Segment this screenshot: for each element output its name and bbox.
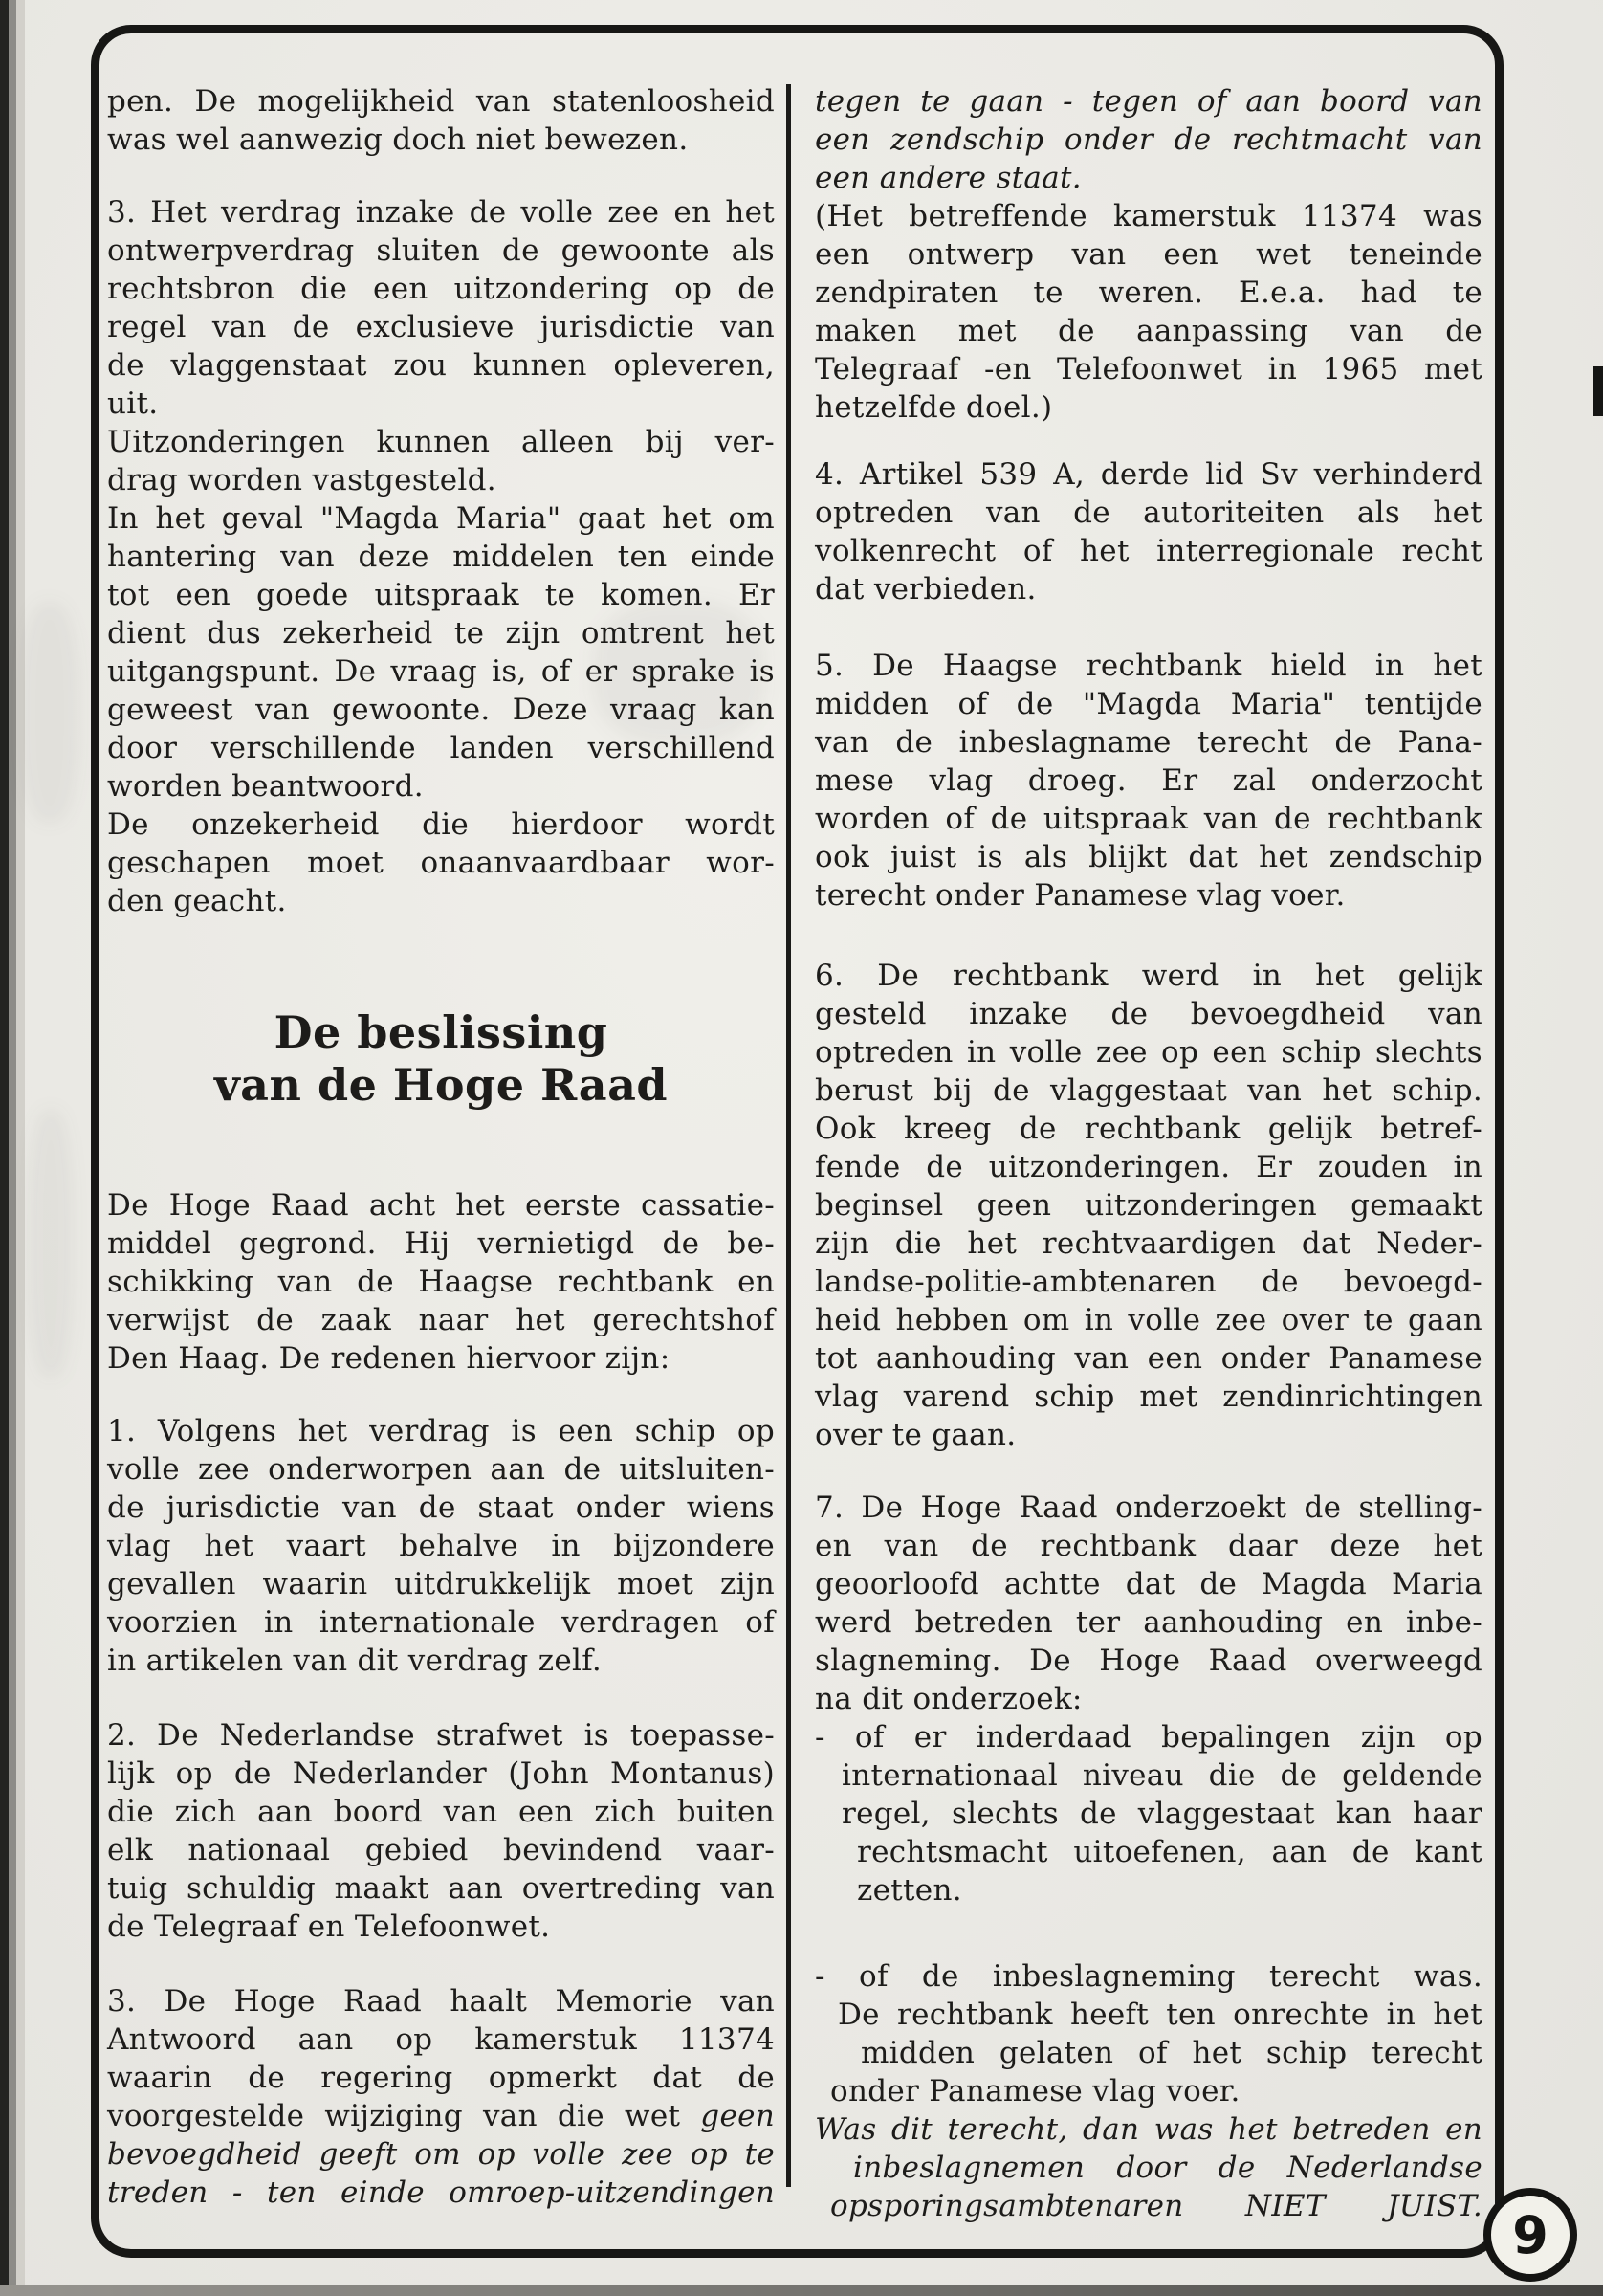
text-line <box>107 308 775 346</box>
text-segment: bevoegdheid geeft om op volle zee op te <box>107 2137 775 2172</box>
text-line <box>815 1603 1482 1642</box>
text-line <box>815 2149 1482 2187</box>
text-line <box>815 388 1482 427</box>
text-line <box>815 762 1482 800</box>
text-segment: schikking van de Haagse rechtbank en <box>107 1265 775 1299</box>
text-segment: volkenrecht of het interregionale recht <box>815 534 1482 568</box>
text-segment: De onzekerheid die hierdoor wordt <box>107 807 775 842</box>
text-line <box>815 274 1482 312</box>
text-line <box>107 1450 775 1489</box>
text-line <box>107 729 775 767</box>
text-segment: internationaal niveau die de geldende <box>842 1758 1482 1793</box>
text-segment: in artikelen van dit verdrag zelf. <box>107 1644 603 1678</box>
text-segment: 2. De Nederlandse strafwet is toepasse- <box>107 1718 775 1753</box>
text-segment: optreden van de autoriteiten als het <box>815 496 1482 530</box>
text-line <box>107 806 775 844</box>
paragraph <box>815 957 1482 1454</box>
text-segment: 6. De rechtbank werd in het gelijk <box>815 959 1482 993</box>
text-line <box>815 1795 1482 1833</box>
text-segment: den geacht. <box>107 884 287 918</box>
text-segment: zijn die het rechtvaardigen dat Neder- <box>815 1226 1482 1261</box>
text-line <box>107 232 775 270</box>
text-line <box>107 1412 775 1450</box>
text-line <box>815 1527 1482 1565</box>
text-segment: gevallen waarin uitdrukkelijk moet zijn <box>107 1567 775 1601</box>
text-line <box>815 2072 1482 2110</box>
column-divider-rule <box>786 84 791 2187</box>
text-line <box>815 1339 1482 1378</box>
text-segment: was wel aanwezig doch niet bewezen. <box>107 122 689 157</box>
text-line <box>107 121 775 159</box>
paragraph <box>815 82 1482 427</box>
text-segment: geen <box>700 2099 775 2133</box>
text-line <box>815 838 1482 876</box>
text-segment: midden of de "Magda Maria" tentijde <box>815 687 1482 721</box>
text-line <box>107 882 775 920</box>
text-segment: pen. De mogelijkheid van statenloosheid <box>107 84 775 119</box>
text-segment: 7. De Hoge Raad onderzoekt de stelling- <box>815 1490 1482 1525</box>
text-segment: tegen te gaan - tegen of aan boord van <box>815 84 1482 119</box>
text-segment: (Het betreffende kamerstuk 11374 was <box>815 199 1482 233</box>
text-line <box>815 159 1482 197</box>
text-line <box>107 499 775 538</box>
text-segment: zetten. <box>857 1873 962 1908</box>
text-line <box>107 1186 775 1225</box>
text-line <box>107 1006 775 1059</box>
text-line <box>107 385 775 423</box>
text-segment: In het geval "Magda Maria" gaat het om <box>107 501 775 536</box>
text-segment: fende de uitzonderingen. Er zouden in <box>815 1150 1482 1184</box>
text-segment: onder Panamese vlag voer. <box>830 2074 1241 2108</box>
text-line <box>107 1527 775 1565</box>
text-line <box>107 2174 775 2212</box>
page-showthrough-smudge <box>21 603 78 823</box>
text-segment: mese vlag droeg. Er zal onderzocht <box>815 763 1482 798</box>
text-line <box>815 647 1482 685</box>
text-line <box>107 1982 775 2020</box>
text-segment: Telegraaf -en Telefoonwet in 1965 met <box>815 352 1482 386</box>
text-line <box>107 1603 775 1642</box>
text-segment: werd betreden ter aanhouding en inbe- <box>815 1605 1482 1640</box>
paragraph <box>107 82 775 159</box>
text-line <box>107 1831 775 1869</box>
text-line <box>815 1642 1482 1680</box>
text-line <box>107 844 775 882</box>
text-line <box>815 1263 1482 1301</box>
text-line <box>815 312 1482 350</box>
text-line <box>107 1339 775 1378</box>
text-segment: hetzelfde doel.) <box>815 390 1053 425</box>
text-segment: - of de inbeslagneming terecht was. <box>815 1959 1482 1994</box>
text-segment: de Telegraaf en Telefoonwet. <box>107 1910 551 1944</box>
text-segment: geoorloofd achtte dat de Magda Maria <box>815 1567 1482 1601</box>
text-line <box>107 691 775 729</box>
text-line <box>815 1110 1482 1148</box>
text-line <box>107 1908 775 1946</box>
text-segment: berust bij de vlaggestaat van het schip. <box>815 1073 1482 1108</box>
text-line <box>815 2110 1482 2149</box>
scan-edge-shadow <box>16 0 25 2296</box>
text-line <box>107 614 775 652</box>
text-line <box>107 270 775 308</box>
scan-edge-mark <box>1593 366 1603 416</box>
section-heading <box>107 1006 775 1112</box>
text-line <box>107 1716 775 1755</box>
text-line <box>815 723 1482 762</box>
text-segment: zendpiraten te weren. E.e.a. had te <box>815 276 1482 310</box>
text-line <box>815 82 1482 121</box>
text-line <box>815 876 1482 915</box>
text-segment: treden - ten einde omroep-uitzendingen <box>107 2175 775 2210</box>
text-segment: dient dus zekerheid te zijn omtrent het <box>107 616 775 651</box>
paragraph <box>815 647 1482 915</box>
text-segment: Den Haag. De redenen hiervoor zijn: <box>107 1341 670 1376</box>
text-line <box>815 1957 1482 1996</box>
text-line <box>107 193 775 232</box>
text-line <box>107 1225 775 1263</box>
text-line <box>107 652 775 691</box>
text-segment: over te gaan. <box>815 1418 1017 1452</box>
text-line <box>815 1033 1482 1071</box>
text-segment: worden of de uitspraak van de rechtbank <box>815 802 1482 836</box>
text-segment: 1. Volgens het verdrag is een schip op <box>107 1414 775 1448</box>
text-line <box>815 1833 1482 1871</box>
text-segment: worden beantwoord. <box>107 769 424 804</box>
text-segment: door verschillende landen verschillend <box>107 731 775 765</box>
text-line <box>815 995 1482 1033</box>
text-line <box>107 767 775 806</box>
text-line <box>107 576 775 614</box>
text-segment: landse-politie-ambtenaren de bevoegd- <box>815 1265 1482 1299</box>
text-line <box>815 957 1482 995</box>
text-line <box>107 1059 775 1112</box>
text-segment: Ook kreeg de rechtbank gelijk betref- <box>815 1112 1482 1146</box>
text-line <box>815 2187 1482 2225</box>
text-line <box>815 1071 1482 1110</box>
text-segment: die zich aan boord van een zich buiten <box>107 1795 775 1829</box>
text-segment: 4. Artikel 539 A, derde lid Sv verhinderd <box>815 457 1482 492</box>
text-segment: regel, slechts de vlaggestaat kan haar <box>842 1797 1482 1831</box>
text-segment: rechtsmacht uitoefenen, aan de kant <box>857 1835 1482 1869</box>
text-line <box>815 1871 1482 1910</box>
text-segment: volle zee onderworpen aan de uitsluiten- <box>107 1452 775 1487</box>
text-segment: Antwoord aan op kamerstuk 11374 <box>107 2022 775 2057</box>
text-segment: midden gelaten of het schip terecht <box>861 2036 1482 2070</box>
text-line <box>815 1225 1482 1263</box>
text-line <box>815 350 1482 388</box>
text-segment: ontwerpverdrag sluiten de gewoonte als <box>107 233 775 268</box>
text-line <box>815 1148 1482 1186</box>
text-segment: slagneming. De Hoge Raad overweegd <box>815 1644 1482 1678</box>
text-segment: terecht onder Panamese vlag voer. <box>815 878 1346 913</box>
text-segment: na dit onderzoek: <box>815 1682 1083 1716</box>
text-segment: - of er inderdaad bepalingen zijn op <box>815 1720 1482 1755</box>
text-segment: ook juist is als blijkt dat het zendschip <box>815 840 1482 874</box>
right-column <box>815 82 1482 2225</box>
text-line <box>107 461 775 499</box>
text-line <box>107 1301 775 1339</box>
text-segment: 3. De Hoge Raad haalt Memorie van <box>107 1984 775 2019</box>
text-segment: uit. <box>107 386 159 421</box>
page-showthrough-smudge <box>29 1110 73 1378</box>
text-segment: vlag het vaart behalve in bijzondere <box>107 1529 775 1563</box>
text-segment: maken met de aanpassing van de <box>815 314 1482 348</box>
paragraph <box>107 1186 775 1378</box>
text-line <box>815 1996 1482 2034</box>
left-column <box>107 82 775 2212</box>
text-segment: Was dit terecht, dan was het betreden en <box>815 2112 1482 2147</box>
text-line <box>815 494 1482 532</box>
text-line <box>815 1378 1482 1416</box>
paragraph <box>107 1982 775 2212</box>
text-segment: lijk op de Nederlander (John Montanus) <box>107 1756 775 1791</box>
page-number: 9 <box>1512 2204 1548 2265</box>
text-line <box>107 2135 775 2174</box>
text-segment: inbeslagnemen door de Nederlandse <box>853 2151 1482 2185</box>
text-segment: gesteld inzake de bevoegdheid van <box>815 997 1482 1031</box>
text-segment: 3. Het verdrag inzake de volle zee en het <box>107 195 775 230</box>
text-segment: geschapen moet onaanvaardbaar wor- <box>107 846 775 880</box>
scan-edge-shadow <box>9 0 16 2296</box>
text-segment: De Hoge Raad acht het eerste cassatie- <box>107 1188 775 1223</box>
text-segment: optreden in volle zee op een schip slechts <box>815 1035 1482 1070</box>
text-line <box>815 2034 1482 2072</box>
scan-edge-shadow <box>0 0 9 2296</box>
text-line <box>815 1416 1482 1454</box>
text-segment: geweest van gewoonte. Deze vraag kan <box>107 693 775 727</box>
text-segment: dat verbieden. <box>815 572 1037 607</box>
text-segment: van de Hoge Raad <box>213 1059 669 1111</box>
text-segment: voorzien in internationale verdragen of <box>107 1605 775 1640</box>
text-segment: beginsel geen uitzonderingen gemaakt <box>815 1188 1482 1223</box>
text-line <box>107 346 775 385</box>
text-line <box>107 1793 775 1831</box>
paragraph <box>815 1957 1482 2225</box>
text-segment: De beslissing <box>274 1006 608 1058</box>
text-segment: rechtsbron die een uitzondering op de <box>107 272 775 306</box>
text-line <box>107 1263 775 1301</box>
page-number-badge <box>1483 2188 1577 2282</box>
scan-edge-shadow <box>0 2285 1603 2296</box>
text-segment: regel van de exclusieve jurisdictie van <box>107 310 775 344</box>
text-line <box>107 2059 775 2097</box>
text-segment: de vlaggenstaat zou kunnen opleveren, <box>107 348 775 383</box>
text-line <box>815 1489 1482 1527</box>
text-line <box>107 1565 775 1603</box>
text-segment: verwijst de zaak naar het gerechtshof <box>107 1303 775 1337</box>
text-segment: tot aanhouding van een onder Panamese <box>815 1341 1482 1376</box>
text-line <box>107 82 775 121</box>
text-segment: 5. De Haagse rechtbank hield in het <box>815 649 1482 683</box>
text-segment: een andere staat. <box>815 161 1082 195</box>
text-segment: drag worden vastgesteld. <box>107 463 496 497</box>
text-line <box>815 1680 1482 1718</box>
text-segment: van de inbeslagname terecht de Pana- <box>815 725 1482 760</box>
text-segment: opsporingsambtenaren NIET JUIST. <box>830 2189 1482 2223</box>
text-segment: tuig schuldig maakt aan overtreding van <box>107 1871 775 1906</box>
text-segment: heid hebben om in volle zee over te gaan <box>815 1303 1482 1337</box>
text-segment: elk nationaal gebied bevindend vaar- <box>107 1833 775 1867</box>
text-line <box>107 2020 775 2059</box>
text-line <box>815 121 1482 159</box>
text-line <box>815 1301 1482 1339</box>
text-segment: De rechtbank heeft ten onrechte in het <box>838 1998 1482 2032</box>
text-line <box>815 685 1482 723</box>
text-line <box>107 2097 775 2135</box>
text-segment: de jurisdictie van de staat onder wiens <box>107 1490 775 1525</box>
text-segment: voorgestelde wijziging van die wet <box>107 2099 701 2133</box>
text-line <box>815 1565 1482 1603</box>
text-segment: hantering van deze middelen ten einde <box>107 540 775 574</box>
text-segment: waarin de regering opmerkt dat de <box>107 2061 775 2095</box>
paragraph <box>107 193 775 920</box>
text-line <box>815 455 1482 494</box>
text-line <box>815 1718 1482 1756</box>
text-segment: een zendschip onder de rechtmacht van <box>815 122 1482 157</box>
text-segment: Uitzonderingen kunnen alleen bij ver- <box>107 425 775 459</box>
text-line <box>107 1489 775 1527</box>
text-line <box>107 1642 775 1680</box>
text-line <box>815 197 1482 235</box>
text-line <box>107 423 775 461</box>
text-segment: middel gegrond. Hij vernietigd de be- <box>107 1226 775 1261</box>
text-segment: een ontwerp van een wet teneinde <box>815 237 1482 272</box>
text-segment: uitgangspunt. De vraag is, of er sprake is <box>107 654 775 689</box>
text-line <box>107 1755 775 1793</box>
text-segment: en van de rechtbank daar deze het <box>815 1529 1482 1563</box>
text-line <box>815 235 1482 274</box>
paragraph <box>107 1716 775 1946</box>
paragraph <box>107 1412 775 1680</box>
text-line <box>815 532 1482 570</box>
text-line <box>107 538 775 576</box>
paragraph <box>815 455 1482 608</box>
text-line <box>815 570 1482 608</box>
text-segment: tot een goede uitspraak te komen. Er <box>107 578 775 612</box>
text-line <box>815 800 1482 838</box>
text-line <box>815 1756 1482 1795</box>
paragraph <box>815 1489 1482 1910</box>
text-line <box>107 1869 775 1908</box>
text-segment: vlag varend schip met zendinrichtingen <box>815 1380 1482 1414</box>
text-line <box>815 1186 1482 1225</box>
